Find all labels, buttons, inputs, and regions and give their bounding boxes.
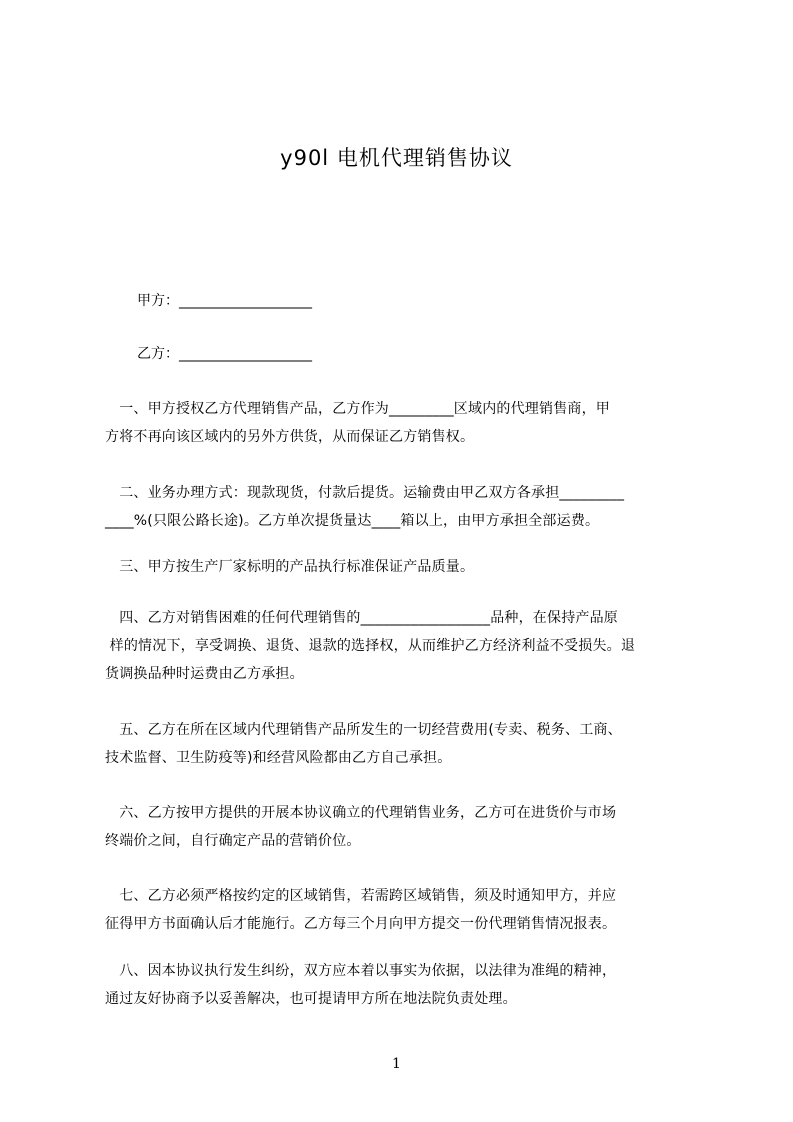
party-a-field: 甲方：___________________ bbox=[137, 293, 312, 309]
clause-5 bbox=[105, 716, 705, 772]
clause-4-line-2: 样的情况下，享受调换、退货、退款的选择权，从而维护乙方经济利益不受损失。退 bbox=[105, 638, 636, 654]
clause-4 bbox=[105, 604, 705, 688]
party-b-field: 乙方：___________________ bbox=[137, 346, 312, 362]
clause-2-line-2: ____%(只限公路长途)。乙方单次提货量达____箱以上，由甲方承担全部运费。 bbox=[105, 513, 600, 529]
clause-4-line-3: 货调换品种时运费由乙方承担。 bbox=[105, 666, 304, 682]
clause-8-line-2: 通过友好协商予以妥善解决，也可提请甲方所在地法院负责处理。 bbox=[105, 991, 517, 1007]
clause-1-line-2: 方将不再向该区域内的另外方供货，从而保证乙方销售权。 bbox=[105, 429, 475, 445]
clause-7 bbox=[105, 882, 705, 938]
page-number: 1 bbox=[392, 1056, 401, 1072]
clause-1 bbox=[105, 395, 705, 451]
clause-7-line-2: 征得甲方书面确认后才能施行。乙方每三个月向甲方提交一份代理销售情况报表。 bbox=[105, 916, 617, 932]
clause-3 bbox=[105, 553, 705, 581]
clause-1-line-1: 一、甲方授权乙方代理销售产品，乙方作为_________区域内的代理销售商，甲 bbox=[105, 401, 610, 417]
clause-6-line-1: 六、乙方按甲方提供的开展本协议确立的代理销售业务，乙方可在进货价与市场 bbox=[105, 805, 617, 821]
clause-2-line-1: 二、业务办理方式：现款现货，付款后提货。运输费由甲乙双方各承担_________ bbox=[105, 485, 625, 501]
clause-8-line-1: 八、因本协议执行发生纠纷，双方应本着以事实为依据，以法律为准绳的精神， bbox=[105, 963, 617, 979]
clause-4-line-1: 四、乙方对销售困难的任何代理销售的__________________品种，在保持产品原 bbox=[105, 610, 618, 626]
clause-8 bbox=[105, 957, 705, 1013]
clause-5-line-2: 技术监督、卫生防疫等)和经营风险都由乙方自己承担。 bbox=[105, 750, 452, 766]
clause-7-line-1: 七、乙方必须严格按约定的区域销售，若需跨区域销售，须及时通知甲方，并应 bbox=[105, 888, 617, 904]
clause-3-line-1: 三、甲方按生产厂家标明的产品执行标准保证产品质量。 bbox=[105, 559, 475, 575]
clause-5-line-1: 五、乙方在所在区域内代理销售产品所发生的一切经营费用(专卖、税务、工商、 bbox=[105, 722, 622, 738]
document-title: y90l 电机代理销售协议 bbox=[280, 146, 513, 170]
clause-2 bbox=[105, 479, 705, 535]
clause-6-line-2: 终端价之间，自行确定产品的营销价位。 bbox=[105, 833, 361, 849]
clause-6 bbox=[105, 799, 705, 855]
